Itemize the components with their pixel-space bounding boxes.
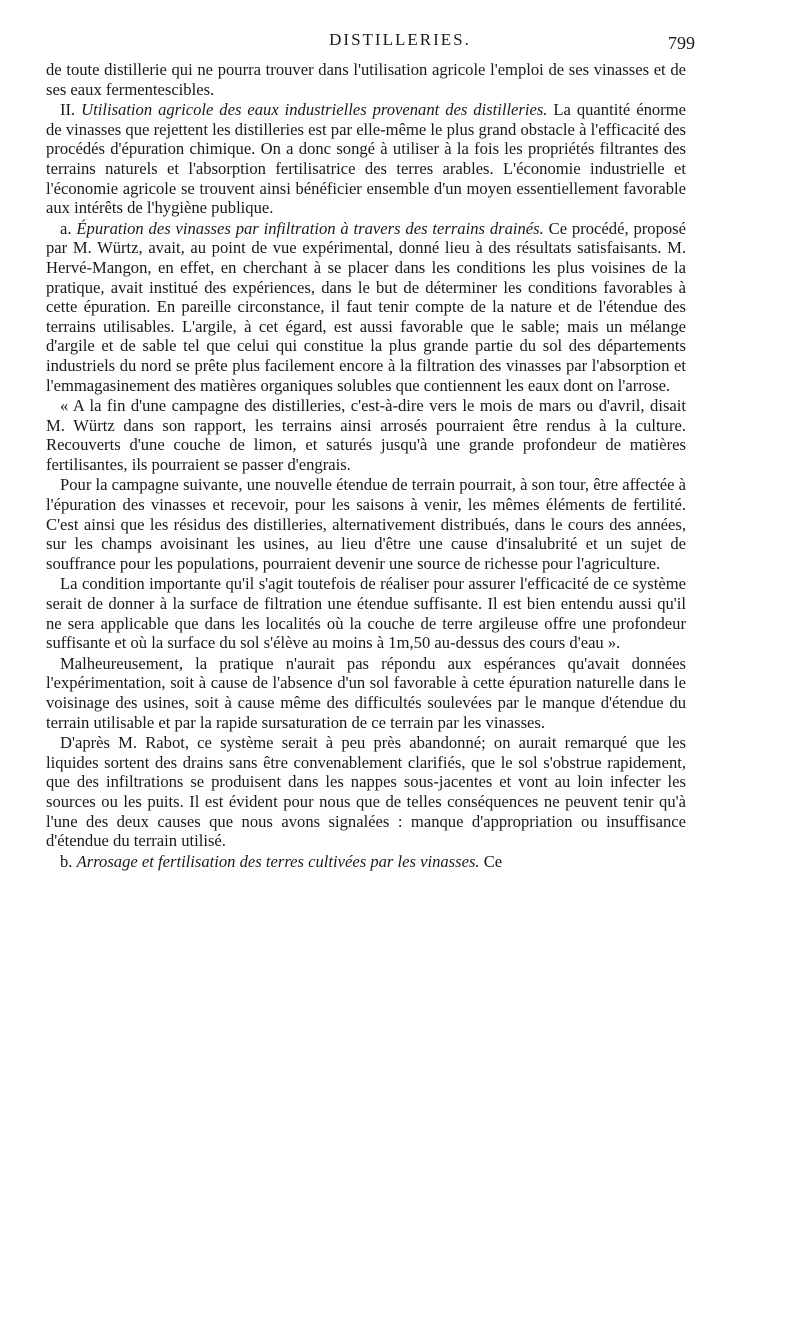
quote-paragraph: Pour la campagne suivante, une nouvelle étendue de terrain pourrait, à son tour, être affectée à l'épuration des vinasses et recevoir, pour les saisons à venir, les mêmes éléments de fertilité. C'est ainsi que les résidus des distilleries, alternativement distribués, dans le cours des années, sur les champs avoisinant les usines, au lieu d'être une cause d'insalubrité et un sujet de souffrance pour les populations, pourraient devenir une source de richesse pour l'agriculture. <box>46 475 686 573</box>
subsection-b-paragraph <box>46 852 686 872</box>
body-paragraph: D'après M. Rabot, ce système serait à peu près abandonné; on aurait remarqué que les liquides sortent des drains sans être convenablement clarifiés, que le sol s'obstrue rapidement, que des infiltrations se produisent dans les nappes sous-jacentes et vont au loin infecter les sources ou les puits. Il est évident pour nous que de telles conséquences ne peuvent tenir qu'à l'une des deux causes que nous avons signalées : manque d'appropriation ou insuffisance d'étendue du terrain utilisé. <box>46 733 686 851</box>
subsection-heading: Épuration des vinasses par infiltration à travers des terrains drainés. <box>76 218 544 238</box>
section-number: II. <box>60 100 76 120</box>
subsection-letter: b. <box>60 851 73 871</box>
paragraph-continuation: de toute distillerie qui ne pourra trouver dans l'utilisation agricole l'emploi de ses vinasses et de ses eaux fermentescibles. <box>46 60 686 99</box>
section-body: La quantité énorme de vinasses que rejettent les distilleries est par elle-même le plus grand obstacle à l'efficacité des procédés d'épuration chimique. On a donc songé à utiliser à la fois les propriétés filtrantes des terrains naturels et l'absorption fertilisatrice des terres arables. L'économie industrielle et l'économie agricole se trouvent ainsi bénéficier ensemble d'un moyen essentiellement favorable aux intérêts de l'hygiène publique. <box>46 100 686 218</box>
running-title: DISTILLERIES. <box>329 30 471 49</box>
body-paragraph: Malheureusement, la pratique n'aurait pas répondu aux espérances qu'avait données l'expérimentation, soit à cause de l'absence d'un sol favorable à cette épuration naturelle dans le voisinage des usines, soit à cause même des difficultés soulevées par le manque d'étendue du terrain utilisable et par la rapide sursaturation de ce terrain par les vinasses. <box>46 653 686 732</box>
page-number: 799 <box>668 33 695 53</box>
section-heading: Utilisation agricole des eaux industrielles provenant des distilleries. <box>81 100 548 120</box>
subsection-a-paragraph <box>46 219 686 395</box>
quote-paragraph: La condition importante qu'il s'agit toutefois de réaliser pour assurer l'efficacité de ce système serait de donner à la surface de filtration une étendue suffisante. Il est bien entendu aussi qu'il ne sera applicable que dans les localités où la couche de terre argileuse offre une profondeur suffisante et où la surface du sol s'élève au moins à 1m,50 au-dessus des cours d'eau ». <box>46 574 686 653</box>
subsection-body: Ce procédé, proposé par M. Würtz, avait, au point de vue expérimental, donné lieu à des résultats satisfaisants. M. Hervé-Mangon, en effet, en cherchant à se placer dans les conditions les plus voisines de la pratique, avait institué des expériences, dans le but de déterminer les conditions favorables à cette épuration. En pareille circonstance, il faut tenir compte de la nature et de l'étendue des terrains utilisables. L'argile, à cet égard, est aussi favorable que le sable; mais un mélange d'argile et de sable tel que celui qui constitue la plus grande partie du sol des départements industriels du nord se prête plus facilement encore à la filtration des vinasses par l'absorption et l'emmagasinement des matières organiques solubles que contiennent les eaux dont on l'arrose. <box>46 218 686 395</box>
quote-paragraph: « A la fin d'une campagne des distilleries, c'est-à-dire vers le mois de mars ou d'avril, disait M. Würtz dans son rapport, les terrains ainsi arrosés pourraient être rendus à la culture. Recouverts d'une couche de limon, et saturés jusqu'à une grande profondeur de matières fertilisantes, ils pourraient se passer d'engrais. <box>46 396 686 474</box>
subsection-heading: Arrosage et fertilisation des terres cultivées par les vinasses. <box>76 851 480 871</box>
subsection-letter: a. <box>60 218 72 238</box>
subsection-body: Ce <box>483 851 503 871</box>
section-ii-paragraph <box>46 100 686 218</box>
running-head <box>0 30 800 56</box>
page-body <box>46 60 686 871</box>
